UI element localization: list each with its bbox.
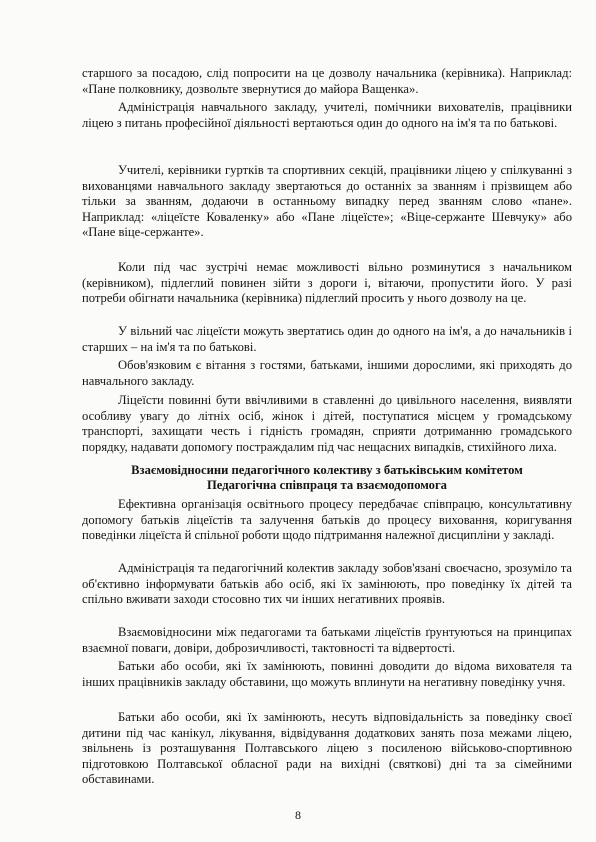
paragraph-5: У вільний час ліцеїсти можуть звертатись один до одного на ім'я, а до начальників і старших – на ім'я та по батькові. xyxy=(82,324,572,354)
paragraph-6: Обов'язковим є вітання з гостями, батьками, іншими дорослими, які приходять до навчального закладу. xyxy=(82,358,572,388)
paragraph-7: Ліцеїсти повинні бути ввічливими в ставленні до цивільного населення, виявляти особливу увагу до літніх осіб, жінок і дітей, поступатися місцем у громадському транспорті, захищати честь і гідність громадян, сприяти дотриманню громадського порядку, надавати допомогу постраждалим під час нещасних випадків, стихійного лиха. xyxy=(82,393,572,454)
section-heading-line-2: Педагогічна співпраця та взаємодопомога xyxy=(207,478,447,492)
paragraph-12: Батьки або особи, які їх замінюють, несуть відповідальність за поведінку своєї дитини під час канікул, лікування, відвідування додаткових занять поза межами ліцею, звільнень із розташування Полтавського ліцею з посиленою військово-спортивною підготовкою Полтавської обласної ради на вихідні (святкові) дні та за сімейними обставинами. xyxy=(82,710,572,787)
paragraph-1: старшого за посадою, слід попросити на це дозволу начальника (керівника). Наприклад: «Пане полковнику, дозвольте звернутися до майора Ващенка». xyxy=(82,66,572,96)
paragraph-3: Учителі, керівники гуртків та спортивних секцій, працівники ліцею у спілкуванні з вихованцями навчального закладу звертаються до останніх за званням і прізвищем або тільки за званням, додаючи в останньому випадку перед званням слово «пане». Наприклад: «ліцеїсте Коваленку» або «Пане ліцеїсте»; «Віце-сержанте Шевчуку» або «Пане віце-сержанте». xyxy=(82,163,572,240)
paragraph-2: Адміністрація навчального закладу, учителі, помічники вихователів, працівники ліцею з питань професійної діяльності вертаються один до одного на ім'я та по батькові. xyxy=(82,100,572,130)
paragraph-11: Батьки або особи, які їх замінюють, повинні доводити до відома вихователя та інших працівників закладу обставини, що можуть вплинути на негативну поведінку учня. xyxy=(82,659,572,689)
paragraph-9: Адміністрація та педагогічний колектив закладу зобов'язані своєчасно, зрозуміло та об'єктивно інформувати батьків або осіб, які їх замінюють, про поведінку їх дітей та спільно вживати заходи стосовно тих чи інших негативних проявів. xyxy=(82,561,572,607)
paragraph-10: Взаємовідносини між педагогами та батьками ліцеїстів ґрунтуються на принципах взаємної поваги, довіри, доброзичливості, тактовності та відвертості. xyxy=(82,625,572,655)
section-heading-line-1: Взаємовідносини педагогічного колективу з батьківським комітетом xyxy=(131,463,523,477)
paragraph-8: Ефективна організація освітнього процесу передбачає співпрацю, консультативну допомогу батьків ліцеїстів та залучення батьків до процесу виховання, коригування поведінки ліцеїста й спільної роботи щодо підтримання належної дисципліни у закладі. xyxy=(82,497,572,543)
page-number: 8 xyxy=(295,808,301,822)
paragraph-4: Коли під час зустрічі немає можливості вільно розминутися з начальником (керівником), підлеглий повинен зійти з дороги і, вітаючи, пропустити його. У разі потреби обігнати начальника (керівника) підлеглий просить у нього дозволу на це. xyxy=(82,260,572,306)
